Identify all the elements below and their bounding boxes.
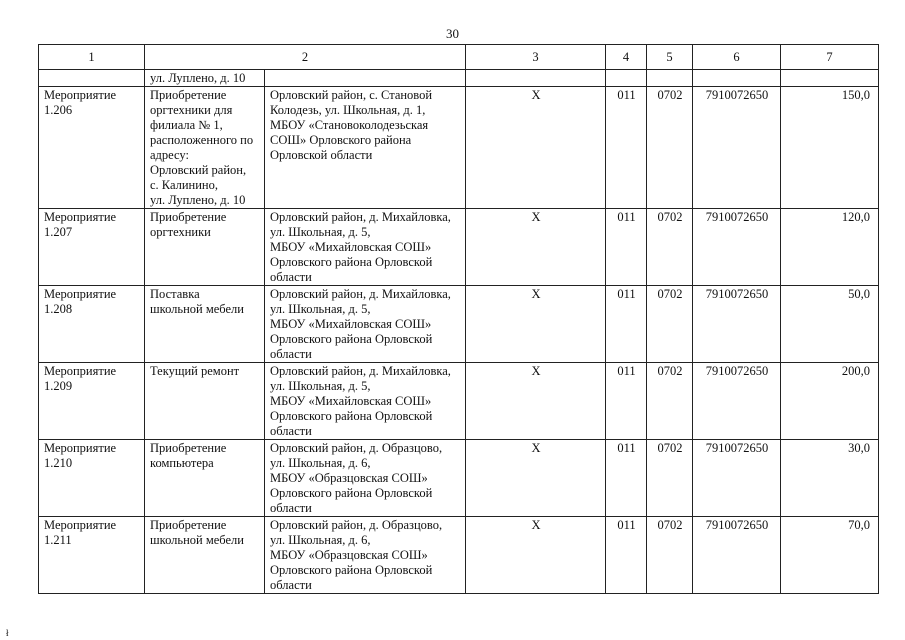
cell-address-line: области [270,270,312,284]
cell-address-line: Орловский район, д. Образцово, [270,441,443,455]
cell-description-line: расположенного по [150,133,254,147]
cell-description-line: Текущий ремонт [150,364,240,378]
cell-description [145,209,265,286]
cell-col-3: Х [466,209,606,286]
cell-address-line: МБОУ «Михайловская СОШ» [270,317,432,331]
cell-col-4: 011 [606,363,647,440]
cell-event-name-line: Мероприятие [44,287,117,301]
cell-address-line: Орловского района Орловской [270,332,433,346]
cell-event-name [39,517,145,594]
cell-col-4: 011 [606,209,647,286]
header-col-5: 5 [647,45,693,70]
cell-event-name-line: 1.210 [44,456,73,470]
cell-address-line: Орловской области [270,148,373,162]
header-col-6: 6 [693,45,781,70]
cell-empty [39,70,145,87]
cell-event-name [39,87,145,209]
header-row [39,45,879,70]
cell-description [145,517,265,594]
table-row [39,363,879,440]
cell-address-line: МБОУ «Становоколодезьская [270,118,429,132]
cell-description-line: Приобретение [150,518,227,532]
table-row [39,87,879,209]
cell-empty [466,70,606,87]
cell-address-line: Орловского района Орловской [270,409,433,423]
cell-col-3: Х [466,286,606,363]
cell-amount: 30,0 [781,440,879,517]
cell-col-3: Х [466,87,606,209]
cell-address [265,286,466,363]
cell-address-line: Орловский район, д. Михайловка, [270,210,451,224]
header-col-7: 7 [781,45,879,70]
header-col-3: 3 [466,45,606,70]
cell-address-line: МБОУ «Михайловская СОШ» [270,240,432,254]
budget-table [38,44,879,594]
cell-address-line: ул. Школьная, д. 5, [270,302,371,316]
cell-address-line: Орловский район, д. Михайловка, [270,364,451,378]
cell-event-name-line: 1.208 [44,302,73,316]
cell-col-5: 0702 [647,209,693,286]
cell-amount: 200,0 [781,363,879,440]
cell-event-name-line: 1.207 [44,225,73,239]
cell-description-line: филиала № 1, [150,118,223,132]
cell-col-6: 7910072650 [693,209,781,286]
scan-mark: ł [6,628,9,638]
cell-address-line: ул. Школьная, д. 6, [270,456,371,470]
cell-event-name-line: 1.211 [44,533,72,547]
cell-address-line: Орловского района Орловской [270,486,433,500]
cell-address-line: Орловский район, с. Становой [270,88,433,102]
cell-empty [606,70,647,87]
cell-empty [265,70,466,87]
cell-address-line: МБОУ «Образцовская СОШ» [270,471,428,485]
table-row [39,209,879,286]
cell-description-line: школьной мебели [150,533,244,547]
cell-description-line: Приобретение [150,210,227,224]
cell-col-6: 7910072650 [693,363,781,440]
cell-address-line: Орловский район, д. Михайловка, [270,287,451,301]
table-row [39,286,879,363]
cell-description-line: Приобретение [150,88,227,102]
cell-event-name [39,286,145,363]
cell-empty [647,70,693,87]
cell-col-4: 011 [606,87,647,209]
cell-col-6: 7910072650 [693,87,781,209]
cell-empty [693,70,781,87]
cell-description-line: с. Калинино, [150,178,218,192]
cell-address-line: области [270,424,312,438]
cell-address [265,363,466,440]
cell-event-name [39,209,145,286]
cell-description-line: оргтехники для [150,103,233,117]
cell-col-5: 0702 [647,286,693,363]
cell-address [265,440,466,517]
cell-col-4: 011 [606,286,647,363]
cell-address-line: Колодезь, ул. Школьная, д. 1, [270,103,426,117]
cell-col-6: 7910072650 [693,440,781,517]
cell-address-line: области [270,347,312,361]
cell-description-line: оргтехники [150,225,211,239]
cell-description-line: Поставка [150,287,200,301]
cell-address-line: ул. Школьная, д. 5, [270,225,371,239]
cell-address-line: Орловский район, д. Образцово, [270,518,443,532]
cell-col-4: 011 [606,440,647,517]
cell-col-6: 7910072650 [693,517,781,594]
cell-col-3: Х [466,440,606,517]
cell-description-line: адресу: [150,148,189,162]
continuation-row [39,70,879,87]
cell-col-4: 011 [606,517,647,594]
page-number: 30 [446,26,459,41]
header-col-1: 1 [39,45,145,70]
table-row [39,517,879,594]
cell-description-line: ул. Луплено, д. 10 [150,193,246,207]
header-col-4: 4 [606,45,647,70]
cell-address-line: СОШ» Орловского района [270,133,412,147]
cell-description [145,363,265,440]
cell-event-name-line: Мероприятие [44,210,117,224]
table-row [39,440,879,517]
cell-empty [781,70,879,87]
cell-amount: 150,0 [781,87,879,209]
cell-event-name-line: Мероприятие [44,88,117,102]
cell-description-line: Приобретение [150,441,227,455]
cell-address [265,517,466,594]
cell-amount: 120,0 [781,209,879,286]
cell-col-3: Х [466,517,606,594]
cell-address-line: МБОУ «Михайловская СОШ» [270,394,432,408]
cell-event-name [39,440,145,517]
cell-event-name-line: Мероприятие [44,518,117,532]
cell-address-line: ул. Школьная, д. 6, [270,533,371,547]
cell-address-line: области [270,501,312,515]
cell-amount: 70,0 [781,517,879,594]
cell-col-5: 0702 [647,517,693,594]
cell-col-5: 0702 [647,363,693,440]
cell-description-line: школьной мебели [150,302,244,316]
cell-col-5: 0702 [647,440,693,517]
cell-address-line: Орловского района Орловской [270,563,433,577]
cell-event-name-line: 1.209 [44,379,73,393]
cell-address-line: МБОУ «Образцовская СОШ» [270,548,428,562]
cell-description-line: компьютера [150,456,214,470]
cell-col-5: 0702 [647,87,693,209]
cell-col-3: Х [466,363,606,440]
cell-col-6: 7910072650 [693,286,781,363]
cell-description-line: Орловский район, [150,163,247,177]
cell-event-name-line: Мероприятие [44,364,117,378]
cell-continued-desc: ул. Луплено, д. 10 [145,70,265,87]
cell-amount: 50,0 [781,286,879,363]
cell-address [265,87,466,209]
cell-event-name [39,363,145,440]
cell-address-line: Орловского района Орловской [270,255,433,269]
header-col-2: 2 [145,45,466,70]
cell-address [265,209,466,286]
cell-address-line: области [270,578,312,592]
cell-description [145,87,265,209]
cell-address-line: ул. Школьная, д. 5, [270,379,371,393]
cell-event-name-line: Мероприятие [44,441,117,455]
cell-description [145,286,265,363]
cell-event-name-line: 1.206 [44,103,73,117]
cell-description [145,440,265,517]
